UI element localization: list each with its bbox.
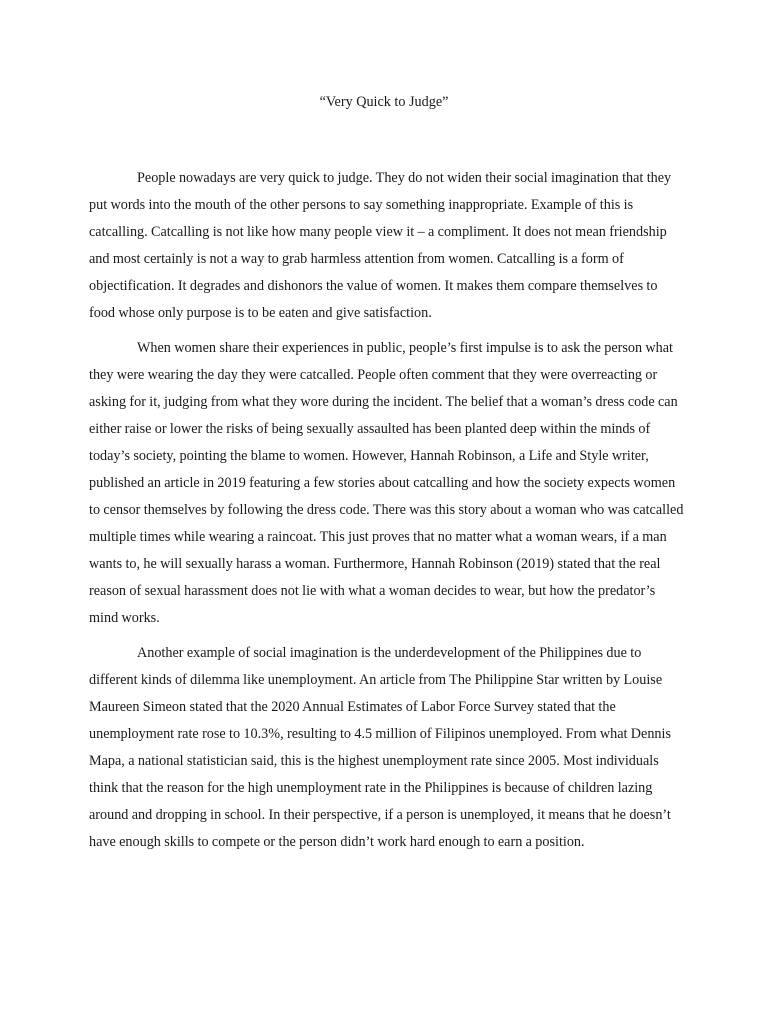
paragraph-3: Another example of social imagination is the underdevelopment of the Philippines due to different kinds of dilemma like unemployment. An article from The Philippine Star written by Louise Maureen Simeon stated that the 2020 Annual Estimates of Labor Force Survey stated that the unemployment rate rose to 10.3%, resulting to 4.5 million of Filipinos unemployed. From what Dennis Mapa, a national statistician said, this is the highest unemployment rate since 2005. Most individuals think that the reason for the high unemployment rate in the Philippines is because of children lazing around and dropping in school. In their perspective, if a person is unemployed, it means that he doesn’t have enough skills to compete or the person didn’t work hard enough to earn a position. bbox=[89, 645, 671, 850]
paragraph-1: People nowadays are very quick to judge. They do not widen their social imagination that they put words into the mouth of the other persons to say something inappropriate. Example of this is catcalling. Catcalling is not like how many people view it – a compliment. It does not mean friendship and most certainly is not a way to grab harmless attention from women. Catcalling is a form of objectification. It degrades and dishonors the value of women. It makes them compare themselves to food whose only purpose is to be eaten and give satisfaction. bbox=[89, 170, 672, 321]
essay-body bbox=[89, 165, 685, 865]
paragraph-2: When women share their experiences in public, people’s first impulse is to ask the person what they were wearing the day they were catcalled. People often comment that they were overreacting or asking for it, judging from what they wore during the incident. The belief that a woman’s dress code can either raise or lower the risks of being sexually assaulted has been planted deep within the minds of today’s society, pointing the blame to women. However, Hannah Robinson, a Life and Style writer, published an article in 2019 featuring a few stories about catcalling and how the society expects women to censor themselves by following the dress code. There was this story about a woman who was catcalled multiple times while wearing a raincoat. This just proves that no matter what a woman wears, if a man wants to, he will sexually harass a woman. Furthermore, Hannah Robinson (2019) stated that the real reason of sexual harassment does not lie with what a woman decides to wear, but how the predator’s mind works. bbox=[89, 340, 684, 626]
essay-title: “Very Quick to Judge” bbox=[319, 94, 449, 110]
